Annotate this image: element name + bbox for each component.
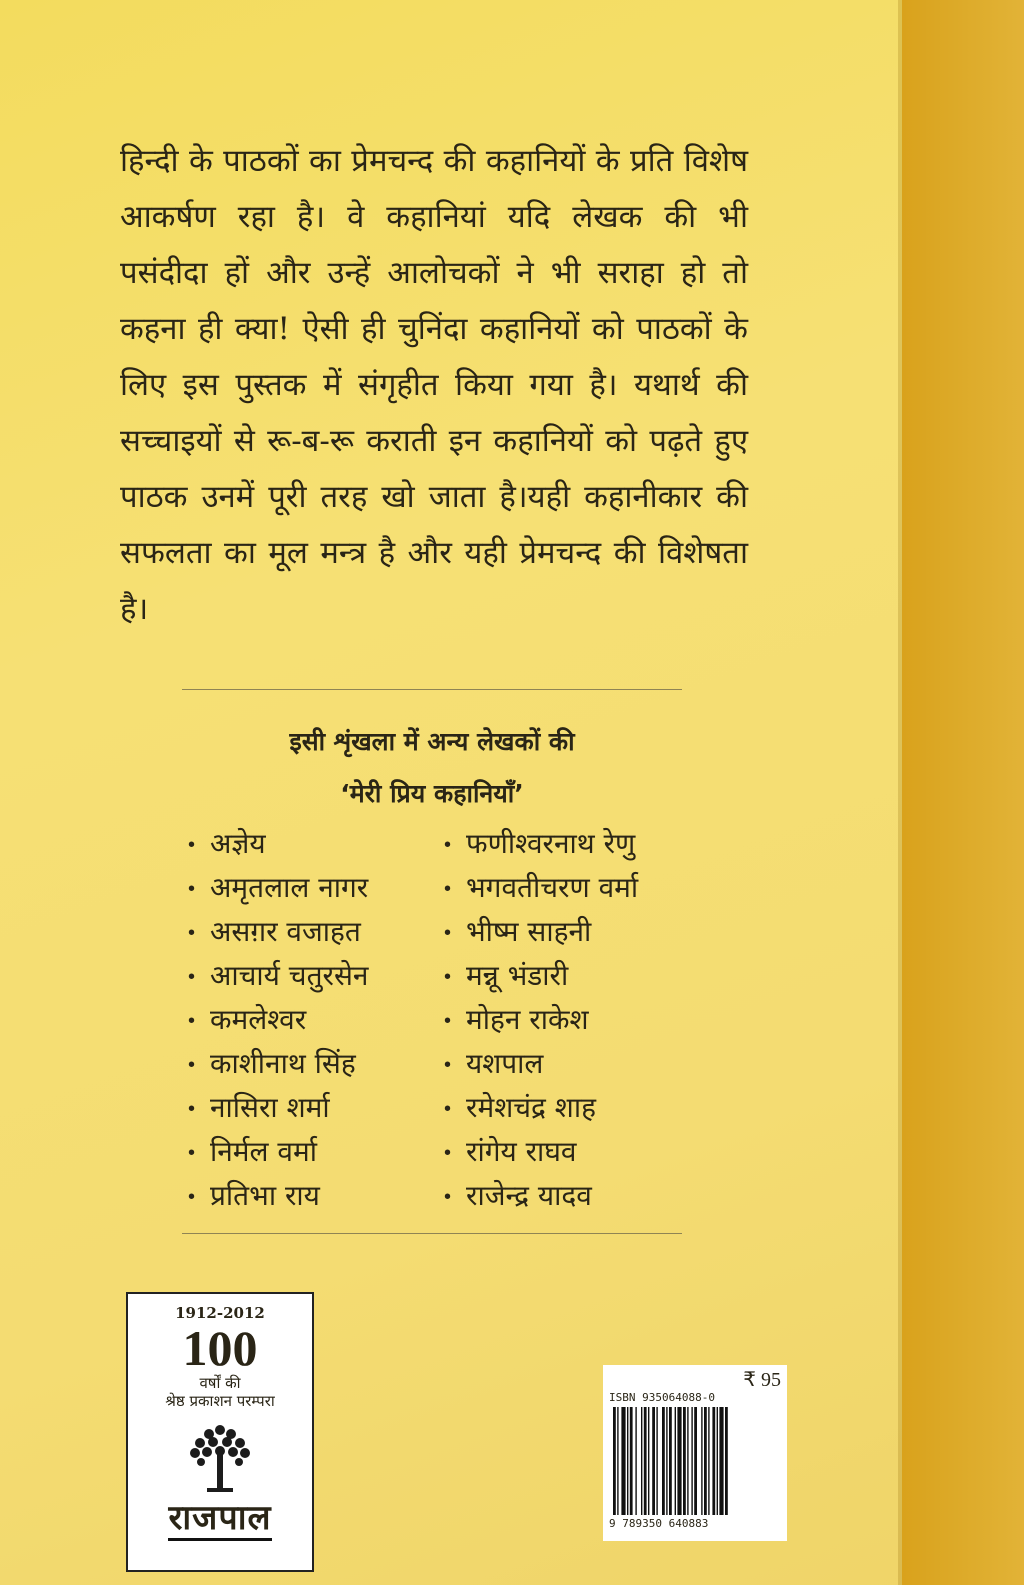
isbn-number: ISBN 935064088-0 <box>609 1391 715 1404</box>
publisher-centenary-number: 100 <box>182 1320 258 1376</box>
tree-icon <box>185 1416 255 1494</box>
author-item <box>444 1174 724 1218</box>
author-name: मन्नू भंडारी <box>466 959 569 992</box>
author-name: भगवतीचरण वर्मा <box>466 871 639 904</box>
divider-top <box>182 689 682 690</box>
author-name: अमृतलाल नागर <box>210 871 369 904</box>
author-list-left <box>188 822 468 1218</box>
bullet-icon: • <box>188 1184 196 1208</box>
bullet-icon: • <box>188 1008 196 1032</box>
publisher-badge <box>126 1292 314 1572</box>
bullet-icon: • <box>188 832 196 856</box>
bullet-icon: • <box>188 920 196 944</box>
bullet-icon: • <box>188 964 196 988</box>
bullet-icon: • <box>444 876 452 900</box>
bullet-icon: • <box>188 876 196 900</box>
author-name: प्रतिभा राय <box>210 1179 320 1212</box>
author-item <box>444 1130 724 1174</box>
author-item <box>188 1130 468 1174</box>
author-item <box>444 954 724 998</box>
author-name: मोहन राकेश <box>466 1003 589 1036</box>
author-name: अज्ञेय <box>210 827 266 860</box>
bullet-icon: • <box>188 1052 196 1076</box>
book-spine <box>902 0 1024 1585</box>
author-name: असग़र वजाहत <box>210 915 361 948</box>
bullet-icon: • <box>444 920 452 944</box>
spine-fold <box>898 0 902 1585</box>
bullet-icon: • <box>444 1184 452 1208</box>
divider-bottom <box>182 1233 682 1234</box>
blurb-text: हिन्दी के पाठकों का प्रेमचन्द की कहानियों के प्रति विशेष आकर्षण रहा है। वे कहानियां यदि लेखक की भी पसंदीदा हों और उन्हें आलोचकों ने भी सराहा हो तो कहना ही क्या! ऐसी ही चुनिंदा कहानियों को पाठकों के लिए इस पुस्तक में संगृहीत किया गया है। यथार्थ की सच्चाइयों से रू-ब-रू कराती इन कहानियों को पढ़ते हुए पाठक उनमें पूरी तरह खो जाता है।यही कहानीकार की सफलता का मूल मन्त्र है और यही प्रेमचन्द की विशेषता है। <box>120 143 748 627</box>
author-item <box>188 998 468 1042</box>
publisher-logo: राजपाल <box>168 1498 271 1541</box>
author-name: नासिरा शर्मा <box>210 1091 330 1124</box>
bullet-icon: • <box>444 832 452 856</box>
barcode-label <box>603 1365 787 1541</box>
author-name: राजेन्द्र यादव <box>466 1179 592 1212</box>
price: ₹ 95 <box>743 1369 781 1391</box>
barcode-bars <box>609 1407 781 1517</box>
author-name: काशीनाथ सिंह <box>210 1047 356 1080</box>
author-name: फणीश्वरनाथ रेणु <box>466 827 636 860</box>
series-title: ‘मेरी प्रिय कहानियाँ’ <box>340 779 524 808</box>
publisher-tagline-1: वर्षों की <box>199 1374 241 1392</box>
bullet-icon: • <box>444 1140 452 1164</box>
bullet-icon: • <box>188 1140 196 1164</box>
author-item <box>188 866 468 910</box>
author-item <box>444 998 724 1042</box>
author-name: निर्मल वर्मा <box>210 1135 317 1168</box>
bullet-icon: • <box>444 1096 452 1120</box>
author-item <box>188 1174 468 1218</box>
author-name: कमलेश्वर <box>210 1003 307 1036</box>
author-item <box>188 1086 468 1130</box>
author-item <box>444 822 724 866</box>
author-list-right <box>444 822 724 1218</box>
series-heading: इसी शृंखला में अन्य लेखकों की <box>289 727 575 756</box>
bullet-icon: • <box>444 1008 452 1032</box>
author-item <box>188 1042 468 1086</box>
author-item <box>188 954 468 998</box>
author-name: रमेशचंद्र शाह <box>466 1091 596 1124</box>
author-item <box>444 1086 724 1130</box>
author-name: यशपाल <box>466 1047 544 1080</box>
publisher-years: 1912-2012 <box>175 1304 265 1322</box>
bullet-icon: • <box>444 1052 452 1076</box>
author-item <box>188 910 468 954</box>
author-item <box>444 866 724 910</box>
publisher-tagline-2: श्रेष्ठ प्रकाशन परम्परा <box>165 1392 275 1410</box>
author-item <box>444 1042 724 1086</box>
author-item <box>188 822 468 866</box>
author-name: रांगेय राघव <box>466 1135 577 1168</box>
author-name: आचार्य चतुरसेन <box>210 959 369 992</box>
bullet-icon: • <box>444 964 452 988</box>
barcode-digits: 9 789350 640883 <box>609 1517 709 1530</box>
bullet-icon: • <box>188 1096 196 1120</box>
author-item <box>444 910 724 954</box>
author-name: भीष्म साहनी <box>466 915 592 948</box>
